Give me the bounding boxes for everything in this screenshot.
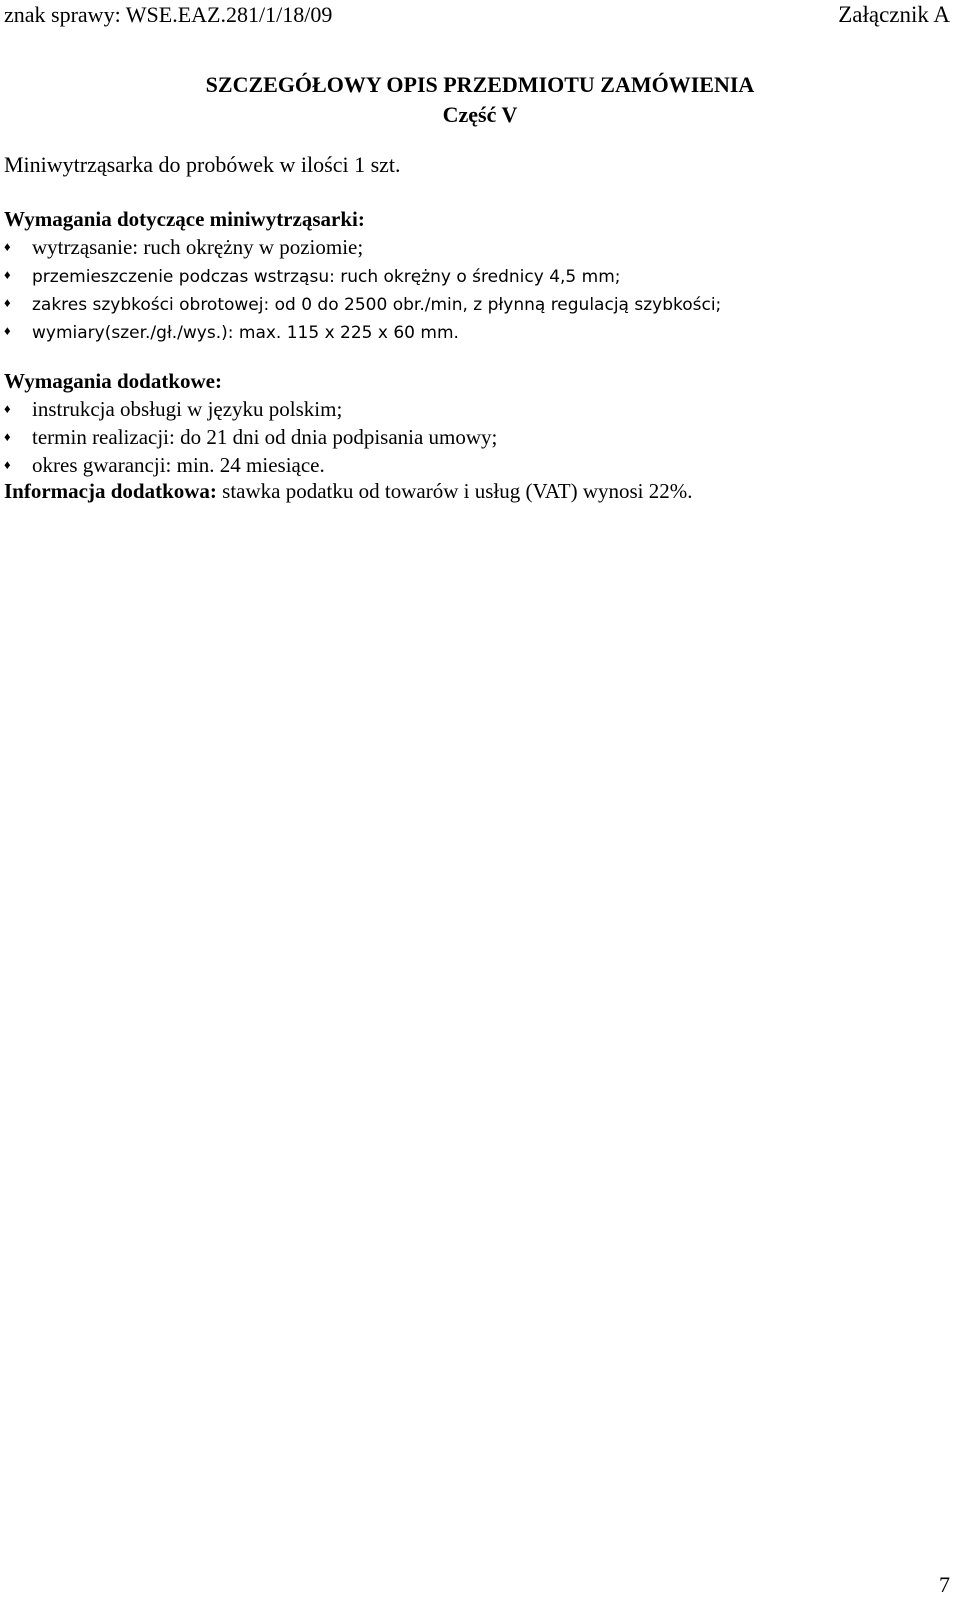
additional-heading: Wymagania dodatkowe: bbox=[4, 369, 222, 393]
list-item-text: przemieszczenie podczas wstrząsu: ruch okrężny o średnicy 4,5 mm; bbox=[32, 267, 621, 287]
page-number: 7 bbox=[939, 1572, 950, 1597]
diamond-bullet-icon: ♦ bbox=[4, 267, 11, 282]
additional-info-label: Informacja dodatkowa: bbox=[4, 479, 217, 503]
case-reference: znak sprawy: WSE.EAZ.281/1/18/09 bbox=[4, 2, 333, 27]
diamond-bullet-icon: ♦ bbox=[4, 323, 11, 338]
additional-info-text: stawka podatku od towarów i usług (VAT) wynosi 22%. bbox=[216, 479, 693, 503]
list-item bbox=[4, 261, 721, 289]
list-item bbox=[4, 289, 721, 317]
attachment-label: Załącznik A bbox=[838, 2, 950, 27]
list-item bbox=[4, 423, 497, 451]
requirements-heading: Wymagania dotyczące miniwytrząsarki: bbox=[4, 207, 365, 231]
list-item bbox=[4, 317, 721, 345]
diamond-bullet-icon: ♦ bbox=[4, 239, 11, 254]
diamond-bullet-icon: ♦ bbox=[4, 401, 11, 416]
list-item bbox=[4, 233, 721, 261]
document-part: Część V bbox=[442, 102, 518, 127]
order-subject: Miniwytrząsarka do probówek w ilości 1 szt. bbox=[4, 152, 401, 177]
diamond-bullet-icon: ♦ bbox=[4, 295, 11, 310]
list-item-text: wymiary(szer./gł./wys.): max. 115 x 225 x 60 mm. bbox=[32, 323, 459, 343]
list-item-text: termin realizacji: do 21 dni od dnia podpisania umowy; bbox=[32, 425, 498, 449]
list-item-text: wytrząsanie: ruch okrężny w poziomie; bbox=[32, 235, 364, 259]
list-item-text: okres gwarancji: min. 24 miesiące. bbox=[32, 453, 325, 477]
requirements-list bbox=[4, 233, 721, 345]
list-item bbox=[4, 451, 497, 479]
additional-list bbox=[4, 395, 497, 479]
list-item-text: instrukcja obsługi w języku polskim; bbox=[32, 397, 343, 421]
document-title: SZCZEGÓŁOWY OPIS PRZEDMIOTU ZAMÓWIENIA bbox=[205, 72, 755, 97]
additional-info bbox=[4, 477, 693, 505]
diamond-bullet-icon: ♦ bbox=[4, 429, 11, 444]
list-item-text: zakres szybkości obrotowej: od 0 do 2500 obr./min, z płynną regulacją szybkości; bbox=[32, 295, 722, 315]
list-item bbox=[4, 395, 497, 423]
diamond-bullet-icon: ♦ bbox=[4, 457, 11, 472]
